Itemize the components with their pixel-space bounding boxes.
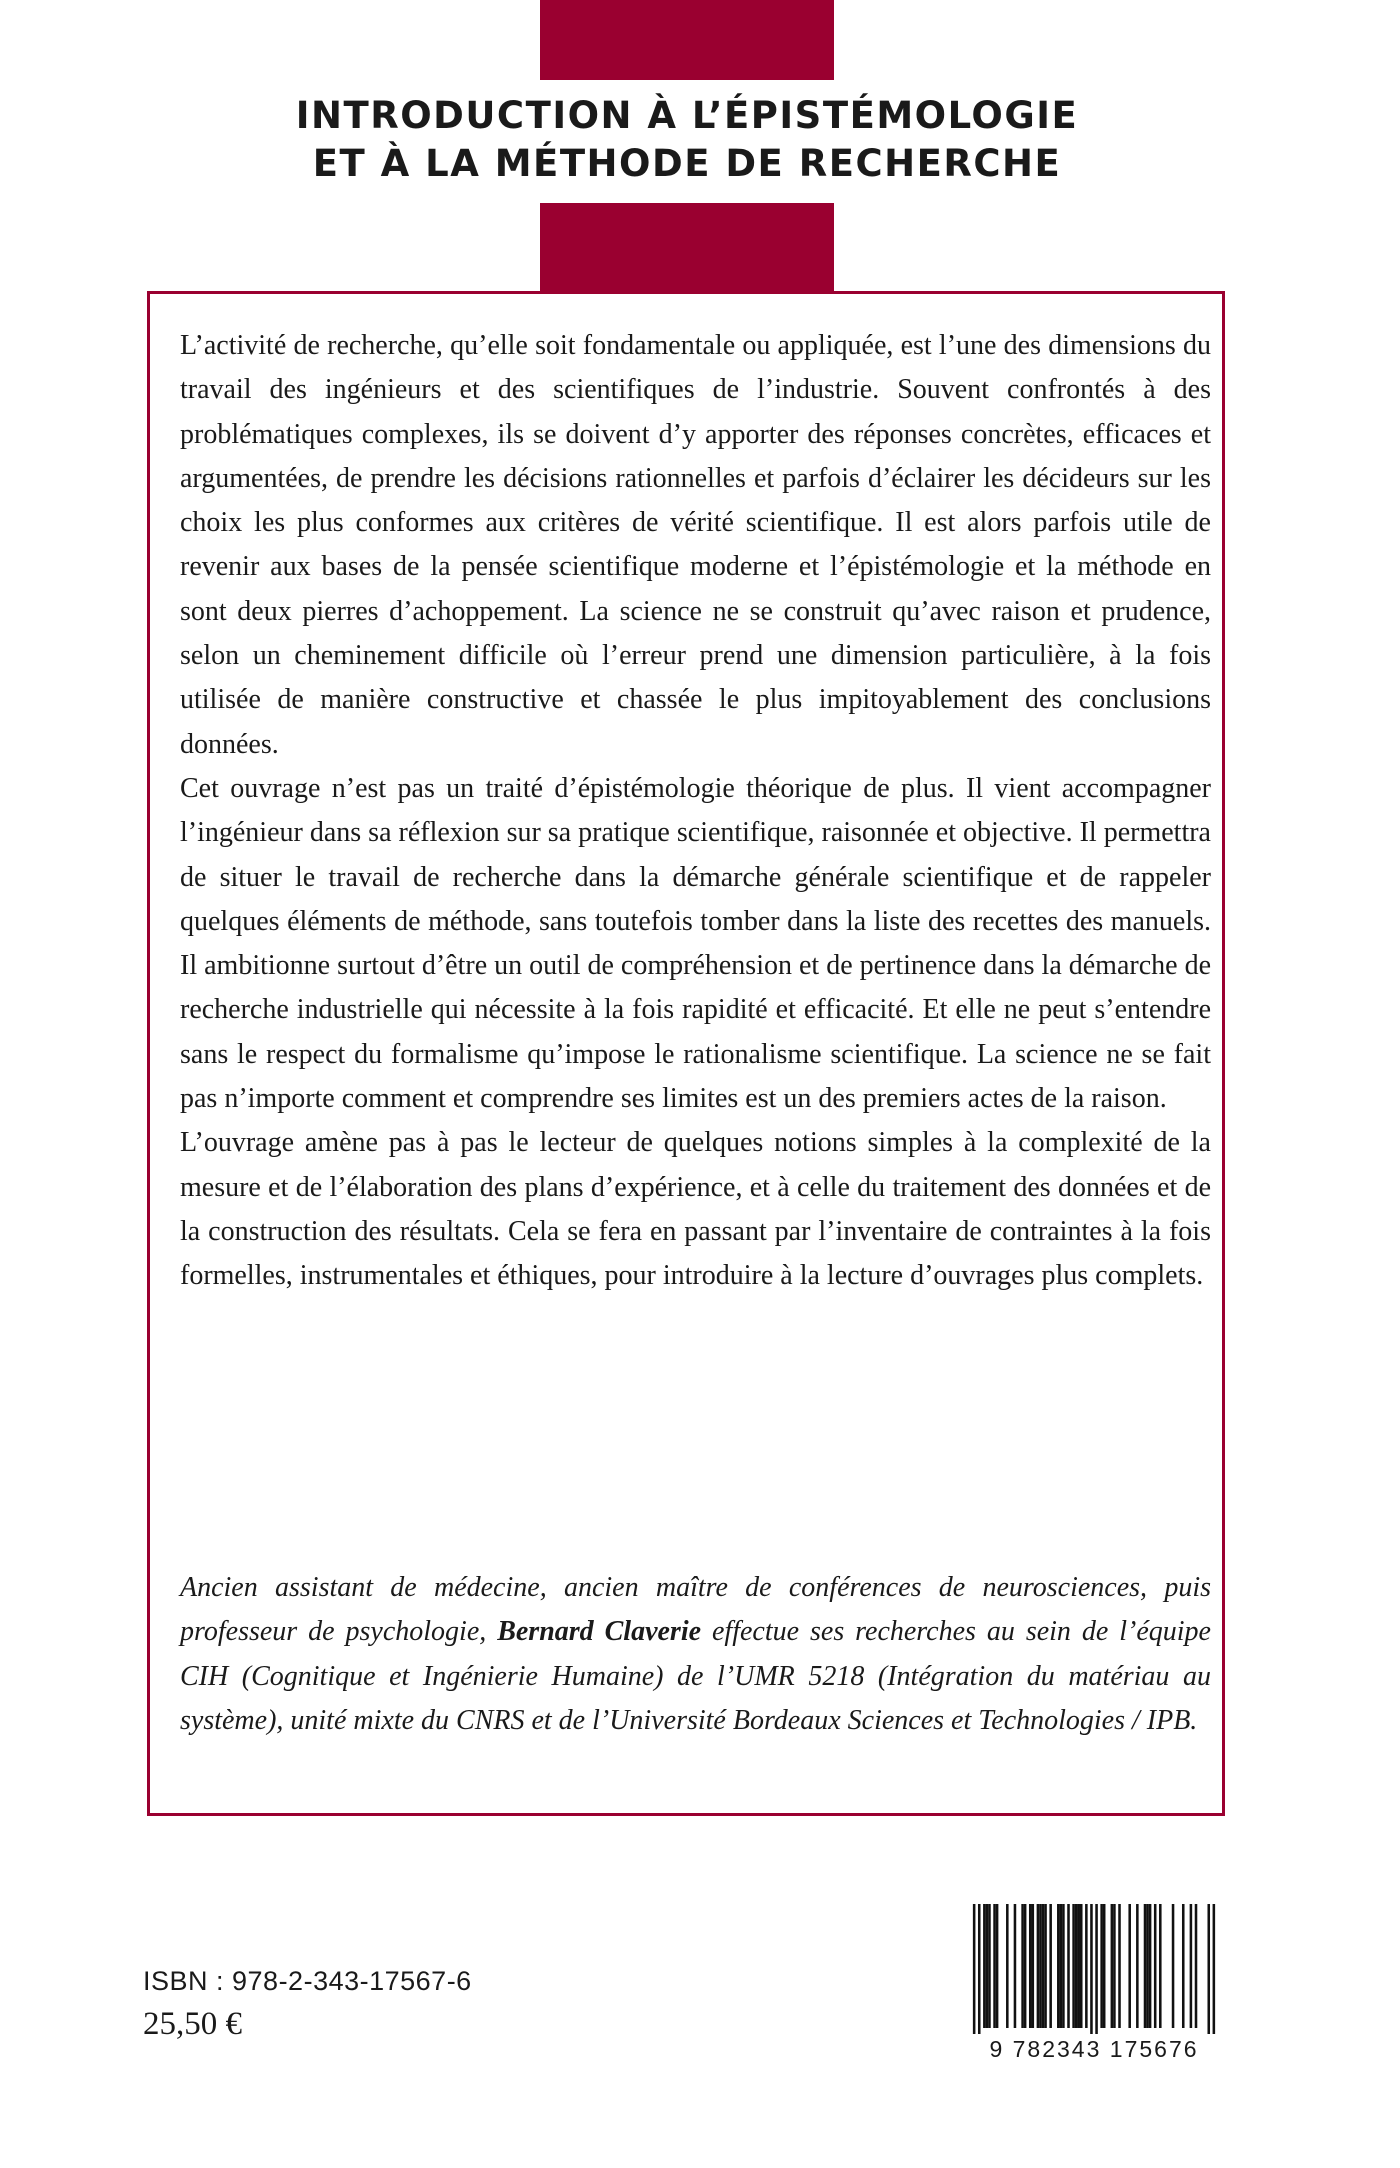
summary-text [180,324,1211,1299]
barcode-bar [1037,1904,1040,2028]
barcode-bar [1136,1904,1139,2028]
barcode-bar [1190,1904,1193,2028]
barcode-bar [996,1904,999,2028]
barcode-bar [1021,1904,1024,2028]
barcode-bar [988,1904,991,2028]
barcode-bar [1039,1904,1042,2028]
barcode-bar [978,1904,981,2034]
book-title-line-1: INTRODUCTION À L’ÉPISTÉMOLOGIE [295,94,1079,137]
barcode-bar [1042,1904,1045,2028]
barcode-bar [1072,1904,1075,2028]
summary-paragraph: L’activité de recherche, qu’elle soit fondamentale ou appliquée, est l’une des dimensions du travail des ingénieurs et des scientifiques de l’industrie. Souvent confrontés à des problématiques complexes, ils se doivent d’y apporter des réponses concrètes, efficaces et argumentées, de prendre les décisions rationnelles et parfois d’éclairer les décideurs sur les choix les plus conformes aux critères de vérité scientifique. Il est alors parfois utile de revenir aux bases de la pensée scientifique moderne et l’épistémologie et la méthode en sont deux pierres d’achoppement. La science ne se construit qu’avec raison et prudence, selon un cheminement difficile où l’erreur prend une dimension particulière, à la fois utilisée de manière constructive et chassée le plus impitoyablement des conclusions données. [180,330,1211,760]
book-title [0,92,1374,188]
barcode-bar [1067,1904,1070,2028]
barcode-bar [1154,1904,1157,2028]
barcode-bar [1149,1904,1152,2028]
barcode-bar [1172,1904,1175,2028]
author-bio [180,1566,1211,1743]
isbn-label: ISBN : 978-2-343-17567-6 [143,1966,472,1996]
barcode-bar [1006,1904,1009,2028]
author-bio-intro: Ancien assistant de médecine, ancien maître de conférences de neurosciences, puis professeur de psychologie, [180,1572,1211,1648]
barcode-bar [993,1904,996,2028]
barcode-bar [1128,1904,1131,2028]
title-tab-bottom [540,203,834,291]
barcode-bar [1095,1904,1098,2034]
author-name: Bernard Claverie [497,1616,702,1648]
barcode-bar [1032,1904,1035,2028]
barcode-bar [1062,1904,1065,2028]
barcode-bar [986,1904,989,2028]
barcode-bar [1146,1904,1149,2028]
barcode-bar [1077,1904,1080,2028]
barcode-bar [1111,1904,1114,2028]
barcode-bar [1060,1904,1063,2028]
barcode-bar [1182,1904,1185,2028]
barcode [960,1904,1228,2074]
title-tab-top [540,0,834,80]
barcode-bar [1118,1904,1121,2028]
barcode-bar [1075,1904,1078,2028]
barcode-bar [1100,1904,1103,2028]
barcode-bar [973,1904,976,2034]
barcode-bars [960,1904,1228,2034]
barcode-bar [1024,1904,1027,2028]
barcode-bar [1207,1904,1210,2034]
summary-paragraph: Cet ouvrage n’est pas un traité d’épistémologie théorique de plus. Il vient accompagner l’ingénieur dans sa réflexion sur sa pratique scientifique, raisonnée et objective. Il permettra de situer le travail de recherche dans la démarche générale scientifique et de rappeler quelques éléments de méthode, sans toutefois tomber dans la liste des recettes des manuels. Il ambitionne surtout d’être un outil de compréhension et de pertinence dans la démarche de recherche industrielle qui nécessite à la fois rapidité et efficacité. Et elle ne peut s’entendre sans le respect du formalisme qu’impose le rationalisme scientifique. La science ne se fait pas n’importe comment et comprendre ses limites est un des premiers actes de la raison. [180,772,1211,1115]
barcode-bar [1159,1904,1162,2028]
author-bio-rest: effectue ses recherches au sein de l’équipe CIH (Cognitique et Ingénierie Humaine) de l’UMR 5218 (Intégration du matériau au système), unité mixte du CNRS et de l’Université Bordeaux Sciences et Technologies / IPB. [180,1616,1211,1736]
barcode-bar [1195,1904,1198,2028]
summary-paragraph: L’ouvrage amène pas à pas le lecteur de quelques notions simples à la complexité de la mesure et de l’élaboration des plans d’expérience, et à celle du traitement des données et de la construction des résultats. Cela se fera en passant par l’inventaire de contraintes à la fois formelles, instrumentales et éthiques, pour introduire à la lecture d’ouvrages plus complets. [180,1127,1211,1292]
barcode-number: 9 782343 175676 [989,2036,1199,2062]
barcode-bar [1049,1904,1052,2028]
barcode-bar [1080,1904,1083,2028]
barcode-bar [1044,1904,1047,2028]
barcode-bar [1029,1904,1032,2028]
barcode-bar [1113,1904,1116,2028]
barcode-bar [1057,1904,1060,2028]
barcode-bar [1144,1904,1147,2028]
barcode-bar [1090,1904,1093,2034]
book-title-line-2: ET À LA MÉTHODE DE RECHERCHE [312,142,1062,185]
barcode-bar [1213,1904,1216,2034]
barcode-bar [983,1904,986,2028]
barcode-bar [1085,1904,1088,2028]
barcode-bar [1103,1904,1106,2028]
price-label: 25,50 € [143,2006,242,2042]
barcode-bar [1014,1904,1017,2028]
